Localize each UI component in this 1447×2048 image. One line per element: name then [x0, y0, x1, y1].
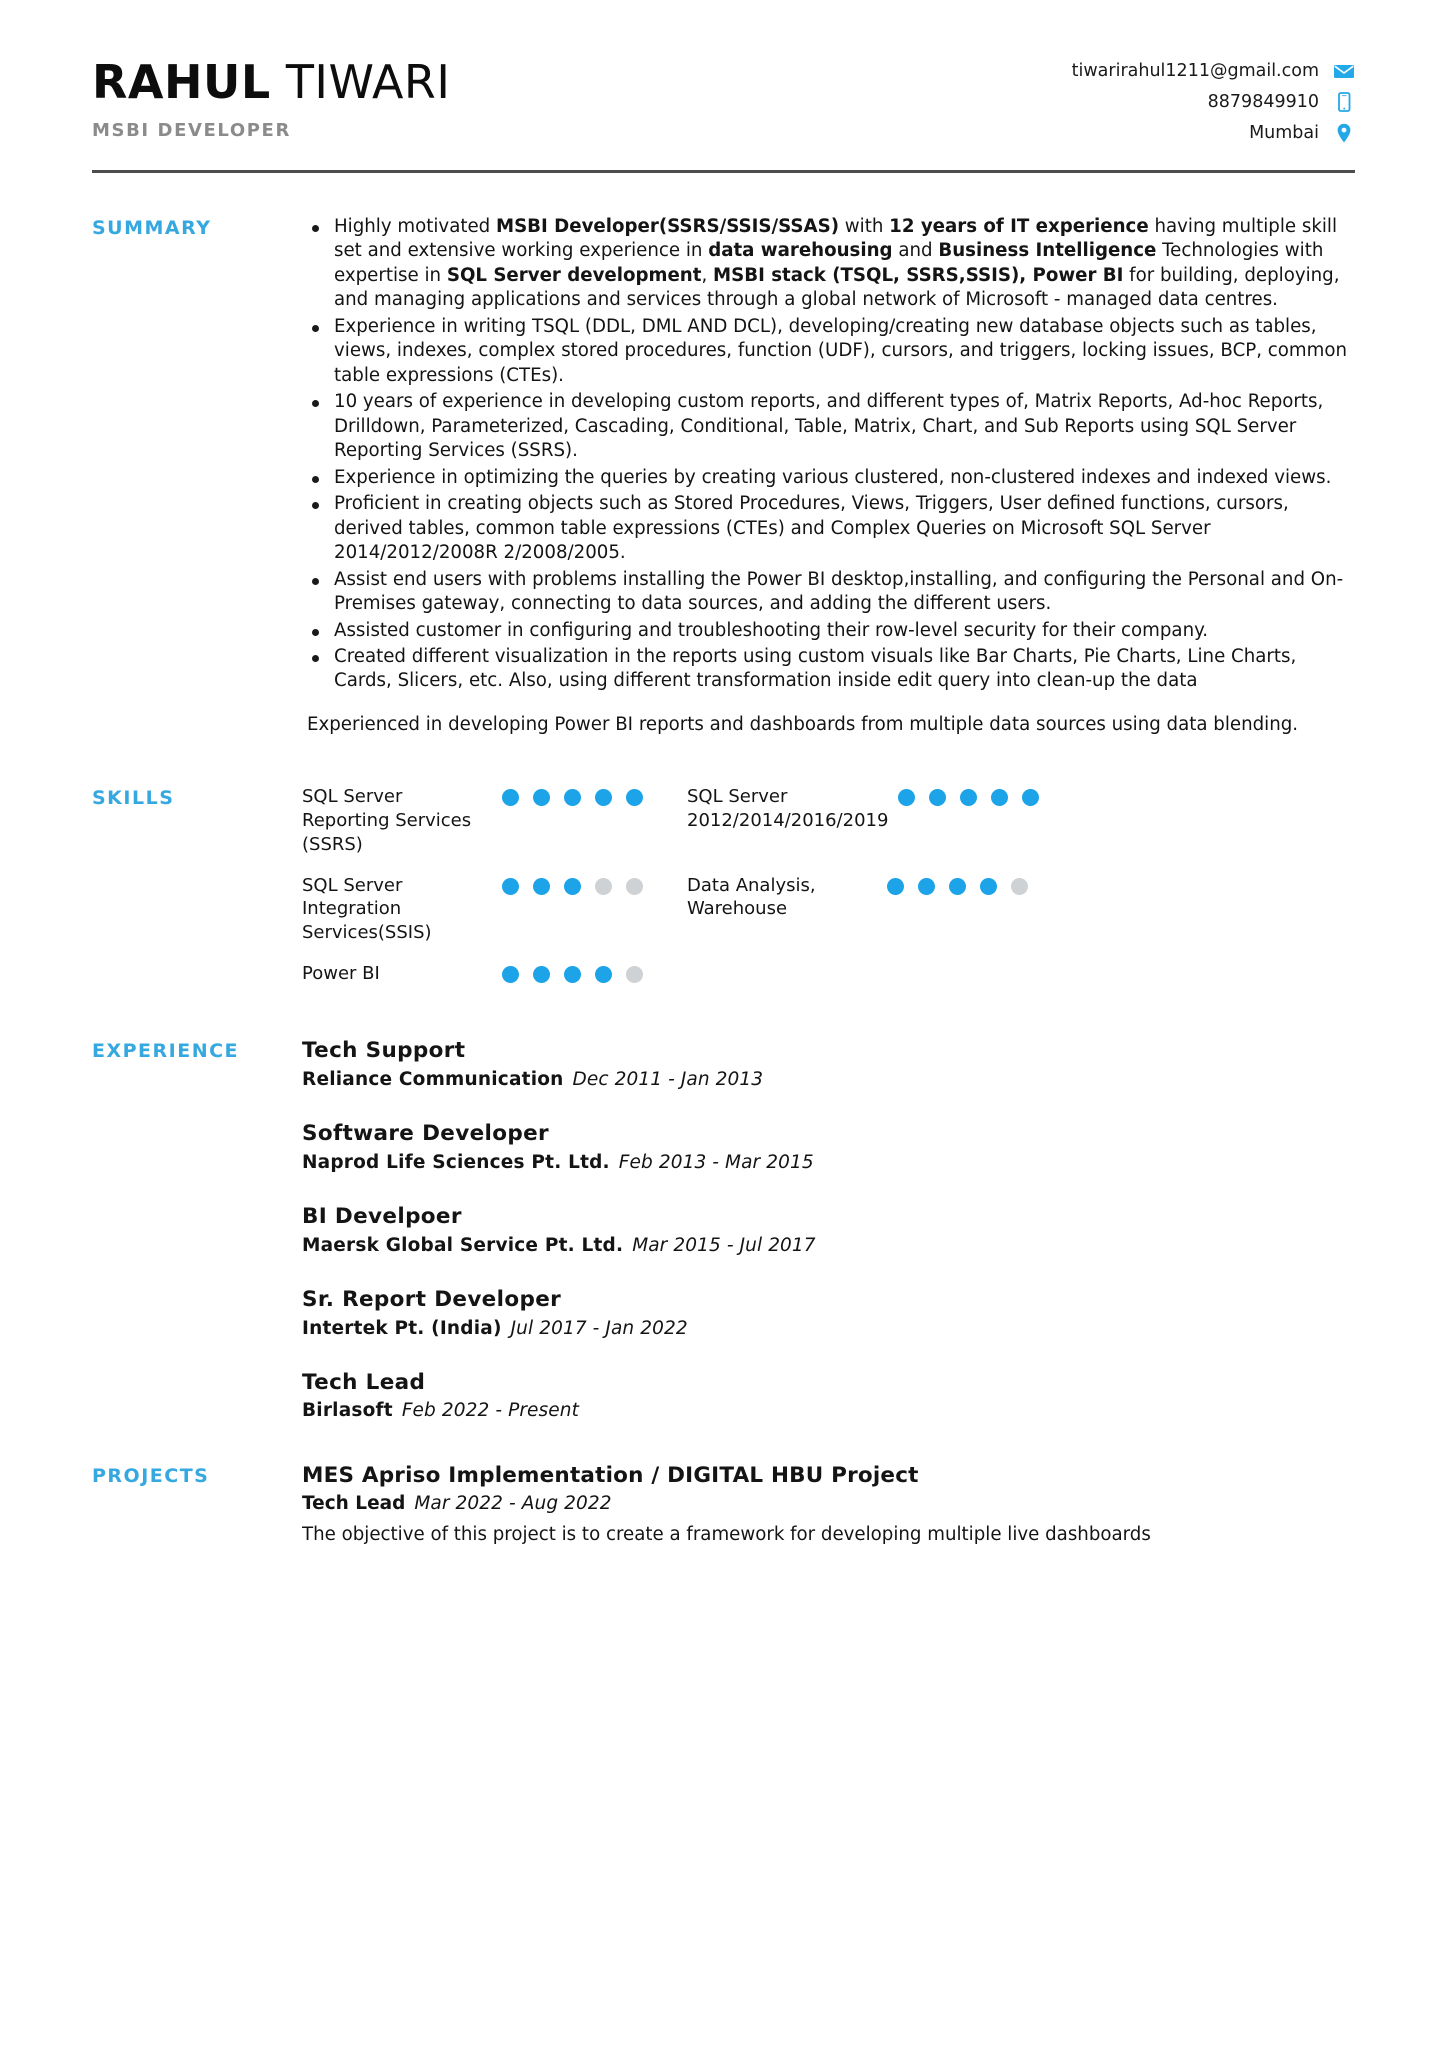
- skills-body: [302, 785, 1355, 1016]
- skill-name: SQL Server 2012/2014/2016/2019: [687, 786, 889, 832]
- skill-level-dots: [898, 785, 1039, 806]
- bullet-text: and: [892, 240, 939, 262]
- experience-company: Naprod Life Sciences Pt. Ltd.: [302, 1151, 610, 1173]
- bullet-text: Experience in writing TSQL (DDL, DML AND DCL), developing/creating new database objects such as tables, views, indexes, complex stored procedures, function (UDF), cursors, and triggers, locking issues, BCP, common table expressions (CTEs).: [334, 315, 1348, 386]
- skill-dot-filled: [1022, 789, 1039, 806]
- experience-item: [302, 1370, 1355, 1424]
- skill-level-dots: [887, 874, 1028, 895]
- skill-dot-filled: [980, 878, 997, 895]
- bullet-text: Experience in optimizing the queries by creating various clustered, non-clustered indexes and indexed views.: [334, 466, 1332, 488]
- skill-dot-filled: [502, 878, 519, 895]
- bullet-text: Highly motivated: [334, 216, 496, 237]
- envelope-icon: [1333, 60, 1355, 82]
- skill-level-dots: [502, 962, 643, 983]
- experience-job-meta: [302, 1068, 1355, 1092]
- skill-dot-empty: [1011, 878, 1028, 895]
- skill-dot-filled: [533, 789, 550, 806]
- skill-dot-filled: [949, 878, 966, 895]
- project-description: The objective of this project is to create a framework for developing multiple live dashboards: [302, 1524, 1151, 1546]
- experience-dates: Feb 2013 - Mar 2015: [618, 1151, 814, 1173]
- skill-dot-filled: [898, 789, 915, 806]
- summary-bullet-list: [302, 215, 1355, 694]
- bullet-emphasis: MSBI Developer(SSRS/SSIS/SSAS): [495, 216, 840, 237]
- skill-dot-filled: [960, 789, 977, 806]
- skill-dot-filled: [533, 878, 550, 895]
- bullet-text: Proficient in creating objects such as Stored Procedures, Views, Triggers, User defined functions, cursors, derived tables, common table expressions (CTEs) and Complex Queries on Microsoft SQL Server 2014/2012/2008R 2/2008/2005.: [334, 493, 1289, 564]
- projects-list: [302, 1463, 1355, 1547]
- contact-location-text: Mumbai: [1249, 122, 1319, 143]
- experience-job-meta: [302, 1317, 1355, 1341]
- skill-item: [687, 785, 1355, 873]
- contact-item-phone[interactable]: [1208, 91, 1355, 113]
- skill-dot-filled: [887, 878, 904, 895]
- skill-dot-filled: [564, 878, 581, 895]
- experience-job-meta: [302, 1151, 1355, 1175]
- projects-body: [302, 1463, 1355, 1547]
- contact-phone-text: 8879849910: [1207, 91, 1319, 112]
- skill-dot-empty: [626, 878, 643, 895]
- bullet-emphasis: Business Intelligence: [938, 240, 1157, 262]
- experience-company: Maersk Global Service Pt. Ltd.: [302, 1234, 624, 1256]
- bullet-text: ,: [701, 264, 714, 286]
- skill-item: [302, 785, 687, 873]
- first-name: RAHUL: [92, 55, 271, 109]
- summary-section: [0, 215, 1447, 737]
- skill-item: [302, 962, 687, 1016]
- skill-dot-filled: [502, 789, 519, 806]
- bullet-text: Technologies with expertise in: [334, 240, 1324, 286]
- summary-body: [302, 215, 1355, 737]
- summary-label-column: [92, 215, 302, 239]
- skill-empty-cell: [687, 962, 1355, 1016]
- experience-job-title: Software Developer: [302, 1120, 549, 1146]
- experience-dates: Jul 2017 - Jan 2022: [510, 1317, 688, 1339]
- projects-label-column: [92, 1463, 302, 1487]
- project-title: MES Apriso Implementation / DIGITAL HBU Project: [302, 1463, 919, 1489]
- summary-bullet: [302, 466, 1355, 490]
- bullet-emphasis: data warehousing: [708, 240, 893, 262]
- skills-section: [0, 785, 1447, 1016]
- skill-dot-filled: [533, 966, 550, 983]
- bullet-text: having multiple skill set and extensive working experience in: [334, 216, 1338, 262]
- contact-item-email[interactable]: [1072, 60, 1355, 82]
- skill-item: [302, 874, 687, 962]
- experience-dates: Mar 2015 - Jul 2017: [632, 1234, 816, 1256]
- contact-item-location[interactable]: [1249, 122, 1355, 144]
- skill-dot-filled: [595, 789, 612, 806]
- experience-company: Intertek Pt. (India): [302, 1317, 502, 1339]
- name-block: [92, 48, 450, 141]
- bullet-text: 10 years of experience in developing custom reports, and different types of, Matrix Reports, Ad-hoc Reports, Drilldown, Parameterized, Cascading, Conditional, Table, Matrix, Chart, and Sub Reports using SQL Server Reporting Services (SSRS).: [334, 391, 1324, 462]
- section-heading-projects: PROJECTS: [92, 1465, 210, 1488]
- experience-item: [302, 1204, 1355, 1258]
- experience-label-column: [92, 1038, 302, 1062]
- resume-header: [0, 0, 1447, 144]
- projects-section: [0, 1463, 1447, 1547]
- experience-item: [302, 1287, 1355, 1341]
- location-pin-icon: [1333, 122, 1355, 144]
- skill-name: Data Analysis, Warehouse: [687, 874, 816, 920]
- experience-job-title: BI Develpoer: [302, 1203, 462, 1229]
- skill-name: Power BI: [302, 962, 380, 984]
- skill-dot-filled: [564, 966, 581, 983]
- experience-item: [302, 1038, 1355, 1092]
- mobile-phone-icon: [1333, 91, 1355, 113]
- skill-item: [687, 874, 1355, 962]
- skill-dot-filled: [929, 789, 946, 806]
- bullet-text: for building, deploying, and managing applications and services through a global network of Microsoft - managed data centres.: [334, 264, 1340, 311]
- contact-email-text: tiwarirahul1211@gmail.com: [1071, 60, 1319, 81]
- page-title: [92, 55, 451, 109]
- project-item: [302, 1463, 1355, 1547]
- summary-closing-paragraph: Experienced in developing Power BI reports and dashboards from multiple data sources using data blending.: [307, 713, 1299, 735]
- skills-grid: [302, 785, 1355, 1016]
- experience-dates: Dec 2011 - Jan 2013: [572, 1068, 764, 1090]
- summary-bullet: [302, 568, 1355, 617]
- bullet-emphasis: MSBI stack (TSQL, SSRS,SSIS), Power BI: [713, 264, 1124, 286]
- skill-dot-filled: [595, 966, 612, 983]
- summary-bullet: [302, 619, 1355, 643]
- skill-dot-filled: [564, 789, 581, 806]
- section-heading-experience: EXPERIENCE: [92, 1039, 240, 1062]
- bullet-text: Assisted customer in configuring and troubleshooting their row-level security for their company.: [334, 619, 1209, 641]
- skill-name: SQL Server Reporting Services (SSRS): [302, 786, 472, 855]
- experience-item: [302, 1121, 1355, 1175]
- summary-bullet: [302, 645, 1355, 694]
- skills-label-column: [92, 785, 302, 809]
- experience-company: Birlasoft: [302, 1400, 393, 1422]
- skill-dot-empty: [626, 966, 643, 983]
- experience-job-title: Sr. Report Developer: [302, 1286, 562, 1312]
- experience-body: [302, 1038, 1355, 1424]
- contact-list: [1072, 48, 1355, 144]
- summary-bullet: [302, 492, 1355, 565]
- experience-dates: Feb 2022 - Present: [401, 1400, 579, 1422]
- skill-dot-filled: [626, 789, 643, 806]
- skill-level-dots: [502, 874, 643, 895]
- experience-job-title: Tech Support: [302, 1037, 466, 1063]
- skill-level-dots: [502, 785, 643, 806]
- job-role-subtitle: MSBI DEVELOPER: [92, 119, 291, 141]
- experience-list: [302, 1038, 1355, 1424]
- bullet-emphasis: SQL Server development: [446, 264, 702, 286]
- skill-dot-empty: [595, 878, 612, 895]
- skill-dot-filled: [918, 878, 935, 895]
- experience-job-meta: [302, 1234, 1355, 1258]
- skill-dot-filled: [502, 966, 519, 983]
- bullet-emphasis: 12 years of IT experience: [889, 216, 1149, 237]
- summary-bullet: [302, 390, 1355, 463]
- experience-company: Reliance Communication: [302, 1068, 564, 1090]
- experience-job-meta: [302, 1399, 1355, 1423]
- summary-bullet: [302, 315, 1355, 388]
- experience-job-title: Tech Lead: [302, 1369, 426, 1395]
- skill-name: SQL Server Integration Services(SSIS): [302, 874, 432, 944]
- section-heading-skills: SKILLS: [92, 787, 175, 810]
- section-heading-summary: SUMMARY: [92, 217, 212, 239]
- skill-dot-filled: [991, 789, 1008, 806]
- experience-section: [0, 1038, 1447, 1424]
- bullet-text: with: [839, 216, 890, 237]
- project-meta: [302, 1492, 1355, 1516]
- header-divider: [92, 170, 1355, 173]
- last-name: TIWARI: [285, 55, 451, 109]
- project-dates: Mar 2022 - Aug 2022: [414, 1493, 612, 1515]
- project-role: Tech Lead: [302, 1493, 406, 1515]
- bullet-text: Assist end users with problems installing the Power BI desktop,installing, and configuring the Personal and On-Premises gateway, connecting to data sources, and adding the different users.: [334, 568, 1344, 615]
- bullet-text: Created different visualization in the reports using custom visuals like Bar Charts, Pie Charts, Line Charts, Cards, Slicers, etc. Also, using different transformation inside edit query into clean-up the data: [334, 645, 1297, 692]
- summary-bullet: [302, 215, 1355, 313]
